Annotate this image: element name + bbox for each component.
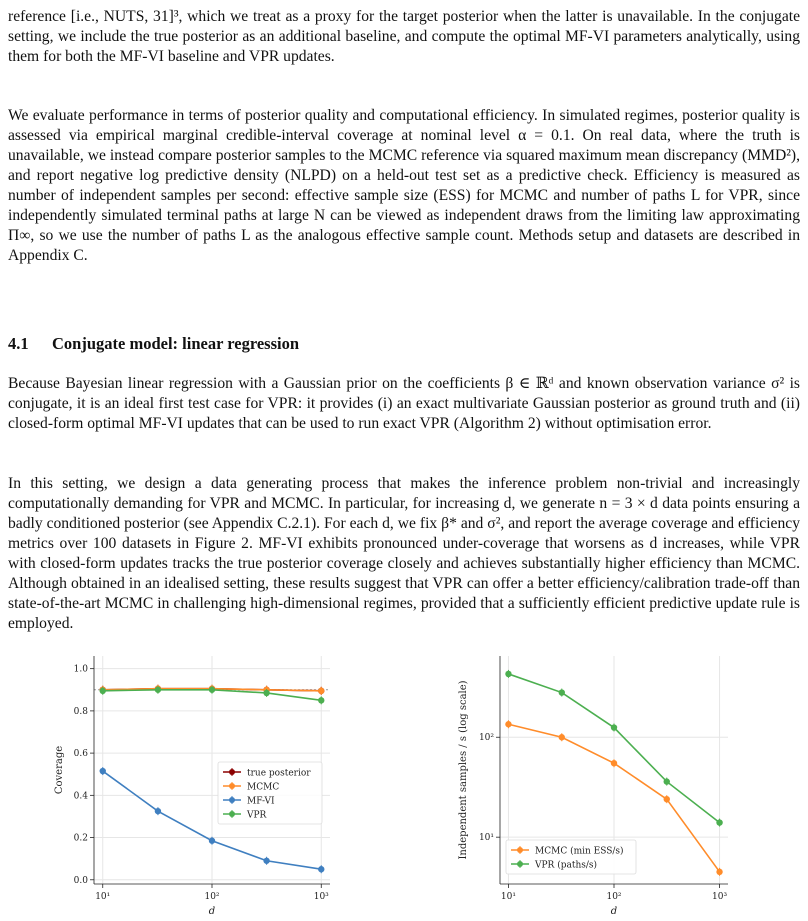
paragraph-2: We evaluate performance in terms of posterior quality and computational efficiency. In simulated regimes, posterior quality is assessed via empirical marginal credible-interval coverage at nominal level α = 0.1. On real data, where the truth is unavailable, we instead compare posterior samples to the MCMC reference via squared maximum mean discrepancy (MMD²), and report negative log predictive density (NLPD) on a held-out test set as a predictive check. Efficiency is measured as number of independent samples per second: effective sample size (ESS) for MCMC and number of paths L for VPR, since independently simulated terminal paths at large N can be viewed as independent draws from the limiting law approximating Π∞, so we use the number of paths L as the analogous effective sample count. Methods setup and datasets are described in Appendix C. bbox=[8, 107, 800, 264]
y-axis-label: Independent samples / s (log scale) bbox=[458, 680, 469, 860]
y-axis-label: Coverage bbox=[54, 745, 65, 795]
y-tick-label: 0.2 bbox=[73, 833, 88, 844]
legend-label: MF-VI bbox=[247, 796, 275, 807]
data-point bbox=[263, 690, 269, 696]
data-point bbox=[664, 796, 670, 802]
legend-marker bbox=[229, 811, 235, 817]
coverage-chart bbox=[40, 648, 340, 918]
data-point bbox=[209, 838, 215, 844]
y-tick-label: 0.8 bbox=[73, 706, 88, 717]
paragraph-1: reference [i.e., NUTS, 31]³, which we treat as a proxy for the target posterior when the latter is unavailable. In the conjugate setting, we include the true posterior as an additional baseline, and compute the optimal MF-VI parameters analytically, using them for both the MF-VI baseline and VPR updates. bbox=[8, 8, 800, 65]
x-tick-label: 10³ bbox=[313, 892, 329, 902]
y-tick-label: 0.0 bbox=[73, 875, 88, 886]
data-point bbox=[318, 866, 324, 872]
legend-marker bbox=[517, 861, 523, 867]
section-number: 4.1 bbox=[8, 334, 29, 353]
section-title: Conjugate model: linear regression bbox=[52, 334, 300, 353]
data-point bbox=[559, 734, 565, 740]
y-tick-label: 0.4 bbox=[73, 791, 88, 802]
legend-label: MCMC (min ESS/s) bbox=[535, 846, 624, 857]
data-point bbox=[318, 697, 324, 703]
legend-label: true posterior bbox=[247, 768, 311, 779]
x-tick-label: 10¹ bbox=[95, 892, 111, 902]
data-point bbox=[209, 687, 215, 693]
data-point bbox=[318, 688, 324, 694]
y-tick-label: 0.6 bbox=[73, 749, 88, 760]
x-tick-label: 10² bbox=[204, 892, 220, 902]
x-tick-label: 10³ bbox=[712, 892, 728, 902]
x-axis-label: d bbox=[610, 906, 618, 917]
efficiency-chart bbox=[450, 648, 800, 918]
x-tick-label: 10² bbox=[606, 892, 622, 902]
data-point bbox=[716, 819, 722, 825]
data-point bbox=[505, 671, 511, 677]
legend-marker bbox=[229, 769, 235, 775]
data-point bbox=[100, 688, 106, 694]
data-point bbox=[155, 687, 161, 693]
data-point bbox=[716, 869, 722, 875]
data-point bbox=[611, 760, 617, 766]
legend-marker bbox=[517, 847, 523, 853]
legend-marker bbox=[229, 797, 235, 803]
data-point bbox=[155, 808, 161, 814]
y-tick-label: 1.0 bbox=[73, 664, 88, 675]
data-point bbox=[611, 724, 617, 730]
legend-label: VPR bbox=[247, 810, 267, 821]
data-point bbox=[263, 858, 269, 864]
paragraph-4: In this setting, we design a data generating process that makes the inference problem non-trivial and increasingly computationally demanding for VPR and MCMC. In particular, for increasing d, we generate n = 3 × d data points ensuring a badly conditioned posterior (see Appendix C.2.1). For each d, we fix β* and σ², and report the average coverage and efficiency metrics over 100 datasets in Figure 2. MF-VI exhibits pronounced under-coverage that worsens as d increases, while VPR with closed-form updates tracks the true posterior coverage closely and achieves substantially higher efficiency than MCMC. Although obtained in an idealised setting, these results suggest that VPR can offer a better efficiency/calibration trade-off than state-of-the-art MCMC in challenging high-dimensional regimes, provided that a sufficiently efficient predictive update rule is employed. bbox=[8, 475, 800, 632]
legend-marker bbox=[229, 783, 235, 789]
data-point bbox=[505, 721, 511, 727]
y-tick-label: 10² bbox=[478, 733, 494, 744]
data-point bbox=[559, 689, 565, 695]
paragraph-3: Because Bayesian linear regression with a Gaussian prior on the coefficients β ∈ ℝᵈ and known observation variance σ² is conjugate, it is an ideal first test case for VPR: it provides (i) an exact multivariate Gaussian posterior as ground truth and (ii) closed-form optimal MF-VI updates that can be used to run exact VPR (Algorithm 2) without optimisation error. bbox=[8, 375, 800, 432]
x-tick-label: 10¹ bbox=[500, 892, 516, 902]
legend-label: VPR (paths/s) bbox=[535, 860, 598, 871]
y-tick-label: 10¹ bbox=[478, 833, 494, 844]
data-point bbox=[664, 778, 670, 784]
legend-label: MCMC bbox=[247, 782, 280, 793]
section-heading bbox=[8, 334, 800, 354]
x-axis-label: d bbox=[208, 906, 216, 917]
data-point bbox=[100, 768, 106, 774]
